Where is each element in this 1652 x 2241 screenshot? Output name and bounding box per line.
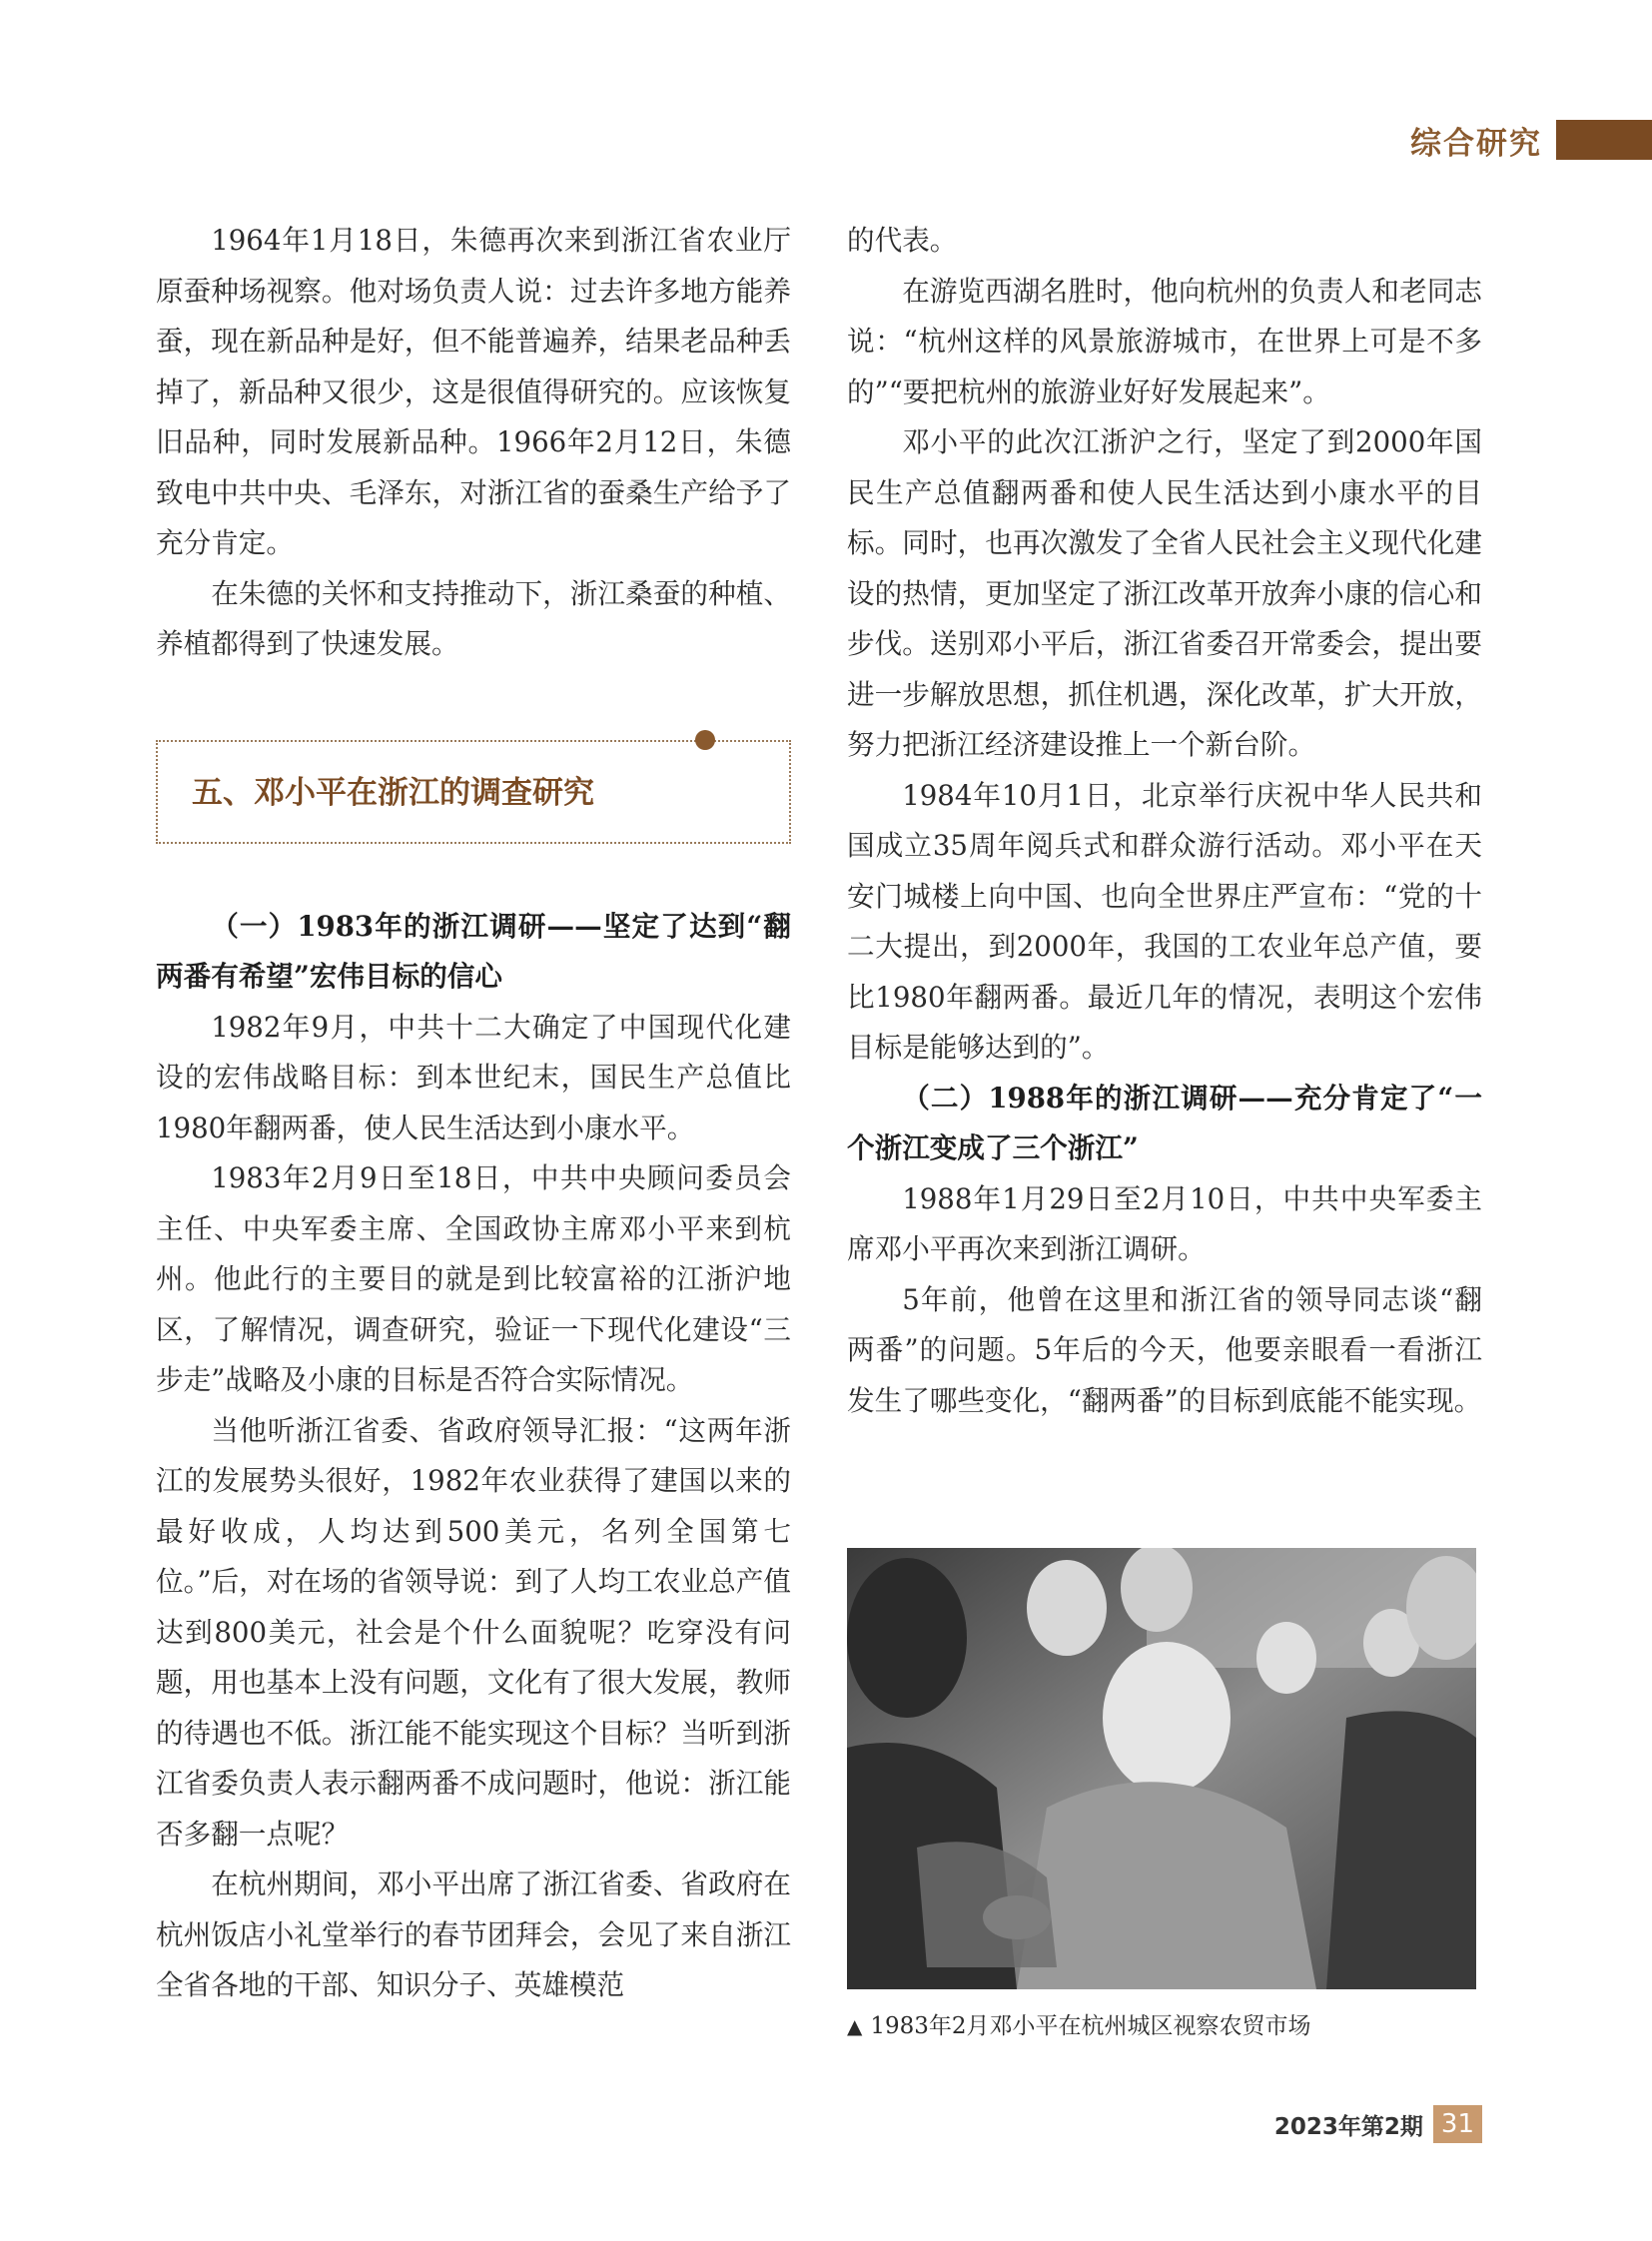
- subheading: （一）1983年的浙江调研——坚定了达到“翻两番有希望”宏伟目标的信心: [156, 909, 791, 993]
- caption-text: 1983年2月邓小平在杭州城区视察农贸市场: [870, 2013, 1311, 2039]
- paragraph: 5年前，他曾在这里和浙江省的领导同志谈“翻两番”的问题。5年后的今天，他要亲眼看一看浙江发生了哪些变化，“翻两番”的目标到底能不能实现。: [847, 1282, 1482, 1417]
- paragraph: 在杭州期间，邓小平出席了浙江省委、省政府在杭州饭店小礼堂举行的春节团拜会，会见了来自浙江全省各地的干部、知识分子、英雄模范: [156, 1868, 791, 2001]
- paragraph-continuation: 的代表。: [847, 224, 958, 257]
- photo-illustration: [847, 1548, 1476, 1989]
- paragraph: 1988年1月29日至2月10日，中共中央军委主席邓小平再次来到浙江调研。: [847, 1181, 1482, 1265]
- historical-photo: [847, 1548, 1476, 1989]
- left-column: [156, 216, 791, 2011]
- paragraph: 1983年2月9日至18日，中共中央顾问委员会主任、中央军委主席、全国政协主席邓小平来到杭州。他此行的主要目的就是到比较富裕的江浙沪地区，了解情况，调查研究，验证一下现代化建设“三步走”战略及小康的目标是否符合实际情况。: [156, 1161, 791, 1396]
- paragraph: 在朱德的关怀和支持推动下，浙江桑蚕的种植、养植都得到了快速发展。: [156, 576, 791, 660]
- photo-caption: [847, 2007, 1486, 2040]
- section-label: 综合研究: [1410, 125, 1542, 162]
- issue-label: 2023年第2期: [1273, 2113, 1423, 2140]
- right-column: [847, 216, 1482, 1426]
- page-footer: [1274, 2105, 1482, 2143]
- paragraph: 当他听浙江省委、省政府领导汇报：“这两年浙江的发展势头很好，1982年农业获得了建国以来的最好收成，人均达到500美元，名列全国第七位。”后，对在场的省领导说：到了人均工农业总产值达到800美元，社会是个什么面貌呢？吃穿没有问题，用也基本上没有问题，文化有了很大发展，教师的待遇也不低。浙江能不能实现这个目标？当听到浙江省委负责人表示翻两番不成问题时，他说：浙江能否多翻一点呢？: [156, 1413, 791, 1851]
- section-tag: [1410, 118, 1652, 162]
- paragraph: 1964年1月18日，朱德再次来到浙江省农业厅原蚕种场视察。他对场负责人说：过去许多地方能养蚕，现在新品种是好，但不能普遍养，结果老品种丢掉了，新品种又很少，这是很值得研究的。应该恢复旧品种，同时发展新品种。1966年2月12日，朱德致电中共中央、毛泽东，对浙江省的蚕桑生产给予了充分肯定。: [156, 224, 791, 559]
- subheading: （二）1988年的浙江调研——充分肯定了“一个浙江变成了三个浙江”: [847, 1081, 1482, 1164]
- page-number: 31: [1433, 2105, 1482, 2143]
- paragraph: 1984年10月1日，北京举行庆祝中华人民共和国成立35周年阅兵式和群众游行活动。邓小平在天安门城楼上向中国、也向全世界庄严宣布：“党的十二大提出，到2000年，我国的工农业年总产值，要比1980年翻两番。最近几年的情况，表明这个宏伟目标是能够达到的”。: [847, 778, 1482, 1064]
- paragraph: 邓小平的此次江浙沪之行，坚定了到2000年国民生产总值翻两番和使人民生活达到小康水平的目标。同时，也再次激发了全省人民社会主义现代化建设的热情，更加坚定了浙江改革开放奔小康的信心和步伐。送别邓小平后，浙江省委召开常委会，提出要进一步解放思想，抓住机遇，深化改革，扩大开放，努力把浙江经济建设推上一个新台阶。: [847, 425, 1482, 761]
- paragraph: 1982年9月，中共十二大确定了中国现代化建设的宏伟战略目标：到本世纪末，国民生产总值比1980年翻两番，使人民生活达到小康水平。: [156, 1010, 791, 1144]
- section-heading: 五、邓小平在浙江的调查研究: [192, 774, 594, 811]
- heading-dot-ornament: [695, 730, 715, 750]
- section-color-bar: [1556, 120, 1652, 160]
- section-heading-box: [156, 740, 791, 844]
- paragraph: 在游览西湖名胜时，他向杭州的负责人和老同志说：“杭州这样的风景旅游城市，在世界上可是不多的”“要把杭州的旅游业好好发展起来”。: [847, 274, 1482, 408]
- triangle-marker-icon: ▲: [847, 2014, 863, 2038]
